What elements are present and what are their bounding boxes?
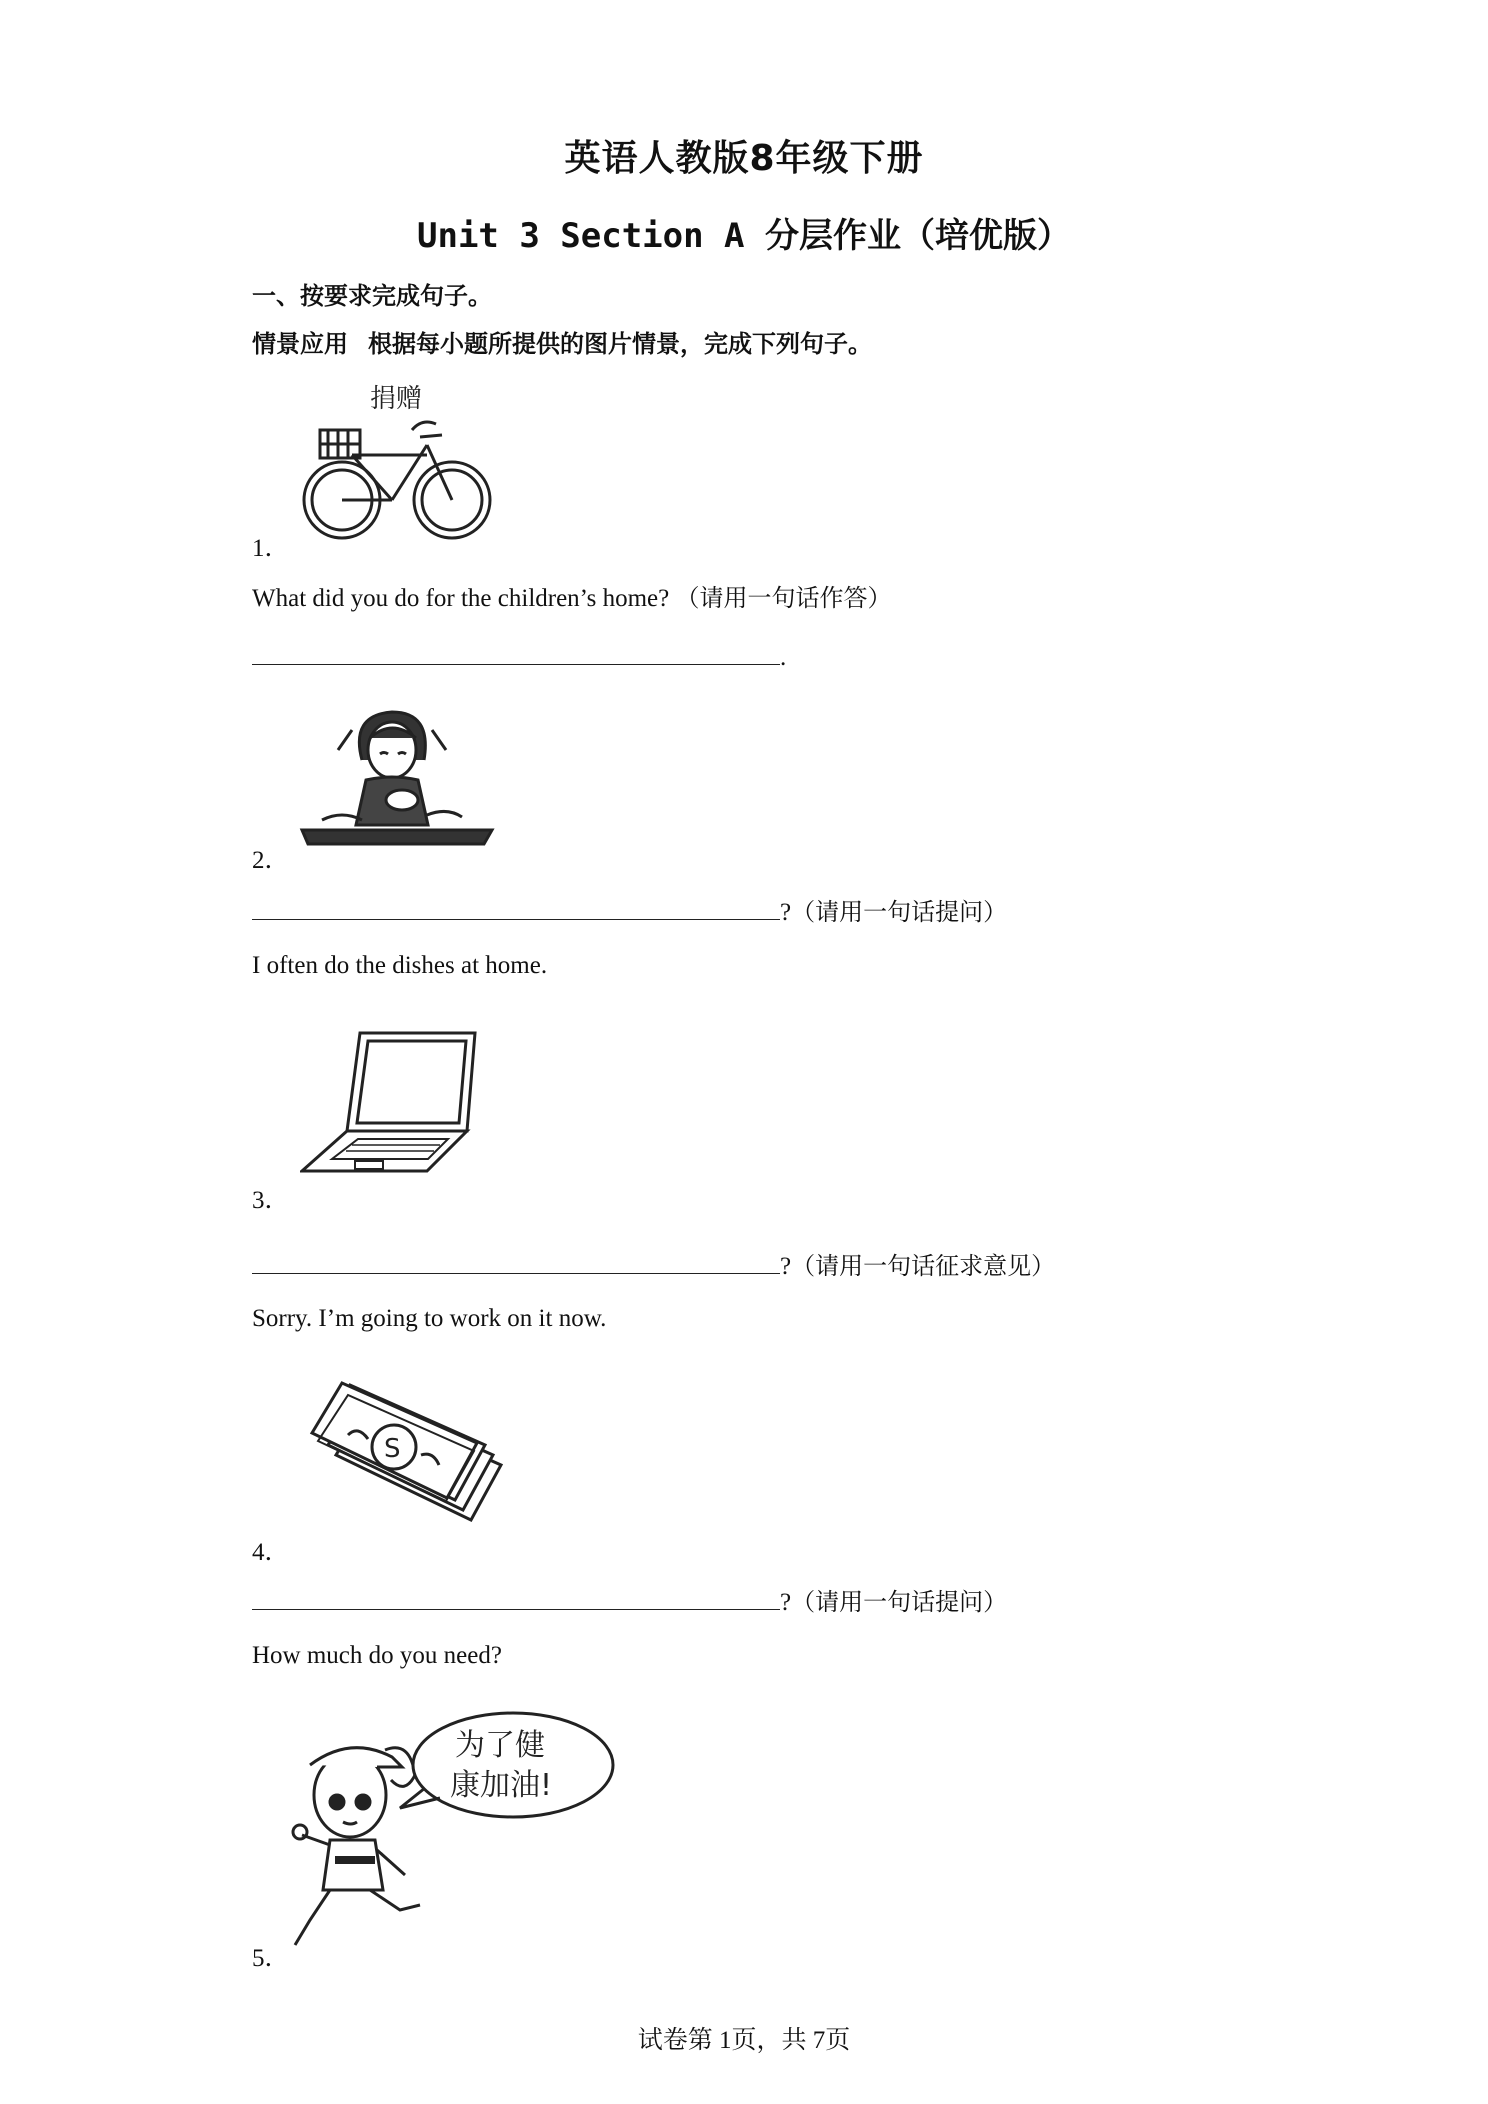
question-1-number: 1． [252, 535, 290, 562]
question-4-answer-end: ? [780, 1589, 792, 1616]
question-1-hint: （请用一句话作答） [675, 584, 892, 612]
section-heading: 一、按要求完成句子。 [252, 282, 492, 310]
question-4-answer-blank[interactable] [252, 1585, 780, 1610]
question-3-answer [252, 1246, 1055, 1281]
question-3-hint: （请用一句话征求意见） [791, 1252, 1056, 1280]
money-stack-icon [296, 1375, 511, 1540]
question-1-prompt-text: What did you do for the children’s home? [252, 585, 670, 612]
section-instruction [252, 324, 872, 359]
question-2-answer-blank[interactable] [252, 895, 780, 920]
question-1-answer [252, 640, 786, 672]
instruction-text: 根据每小题所提供的图片情景，完成下列句子。 [368, 330, 872, 358]
question-2-answer-end: ? [780, 899, 792, 926]
page-subtitle: Unit 3 Section A 分层作业（培优版） [417, 216, 1071, 256]
question-1-answer-blank[interactable] [252, 640, 780, 665]
instruction-tag: 情景应用 [252, 330, 348, 358]
question-4-number: 4． [252, 1539, 290, 1566]
picture-caption: 捐赠 [370, 384, 423, 414]
running-girl-icon [285, 1710, 625, 1960]
question-3-answer-blank[interactable] [252, 1249, 780, 1274]
speech-line-1: 为了健 [455, 1728, 545, 1763]
bicycle-icon [292, 375, 512, 545]
question-5-number: 5． [252, 1945, 290, 1972]
laptop-icon [300, 1025, 490, 1175]
question-1-answer-end: . [780, 644, 787, 671]
question-4-answer [252, 1582, 1007, 1617]
question-2-response: I often do the dishes at home. [252, 952, 548, 979]
question-2-answer [252, 892, 1007, 927]
question-3-number: 3． [252, 1187, 290, 1214]
question-1-prompt [252, 578, 892, 613]
question-2-hint: （请用一句话提问） [791, 898, 1008, 926]
question-3-response: Sorry. I’m going to work on it now. [252, 1305, 607, 1332]
girl-washing-dishes-icon [292, 690, 502, 855]
speech-line-2: 康加油! [450, 1768, 553, 1803]
question-3-answer-end: ? [780, 1253, 792, 1280]
svg-text:S: S [384, 1434, 401, 1464]
page-footer: 试卷第 1页，共 7页 [637, 2027, 851, 2054]
question-2-number: 2． [252, 847, 290, 874]
question-4-hint: （请用一句话提问） [791, 1588, 1008, 1616]
question-4-response: How much do you need? [252, 1642, 502, 1669]
page-title: 英语人教版8年级下册 [564, 138, 924, 179]
